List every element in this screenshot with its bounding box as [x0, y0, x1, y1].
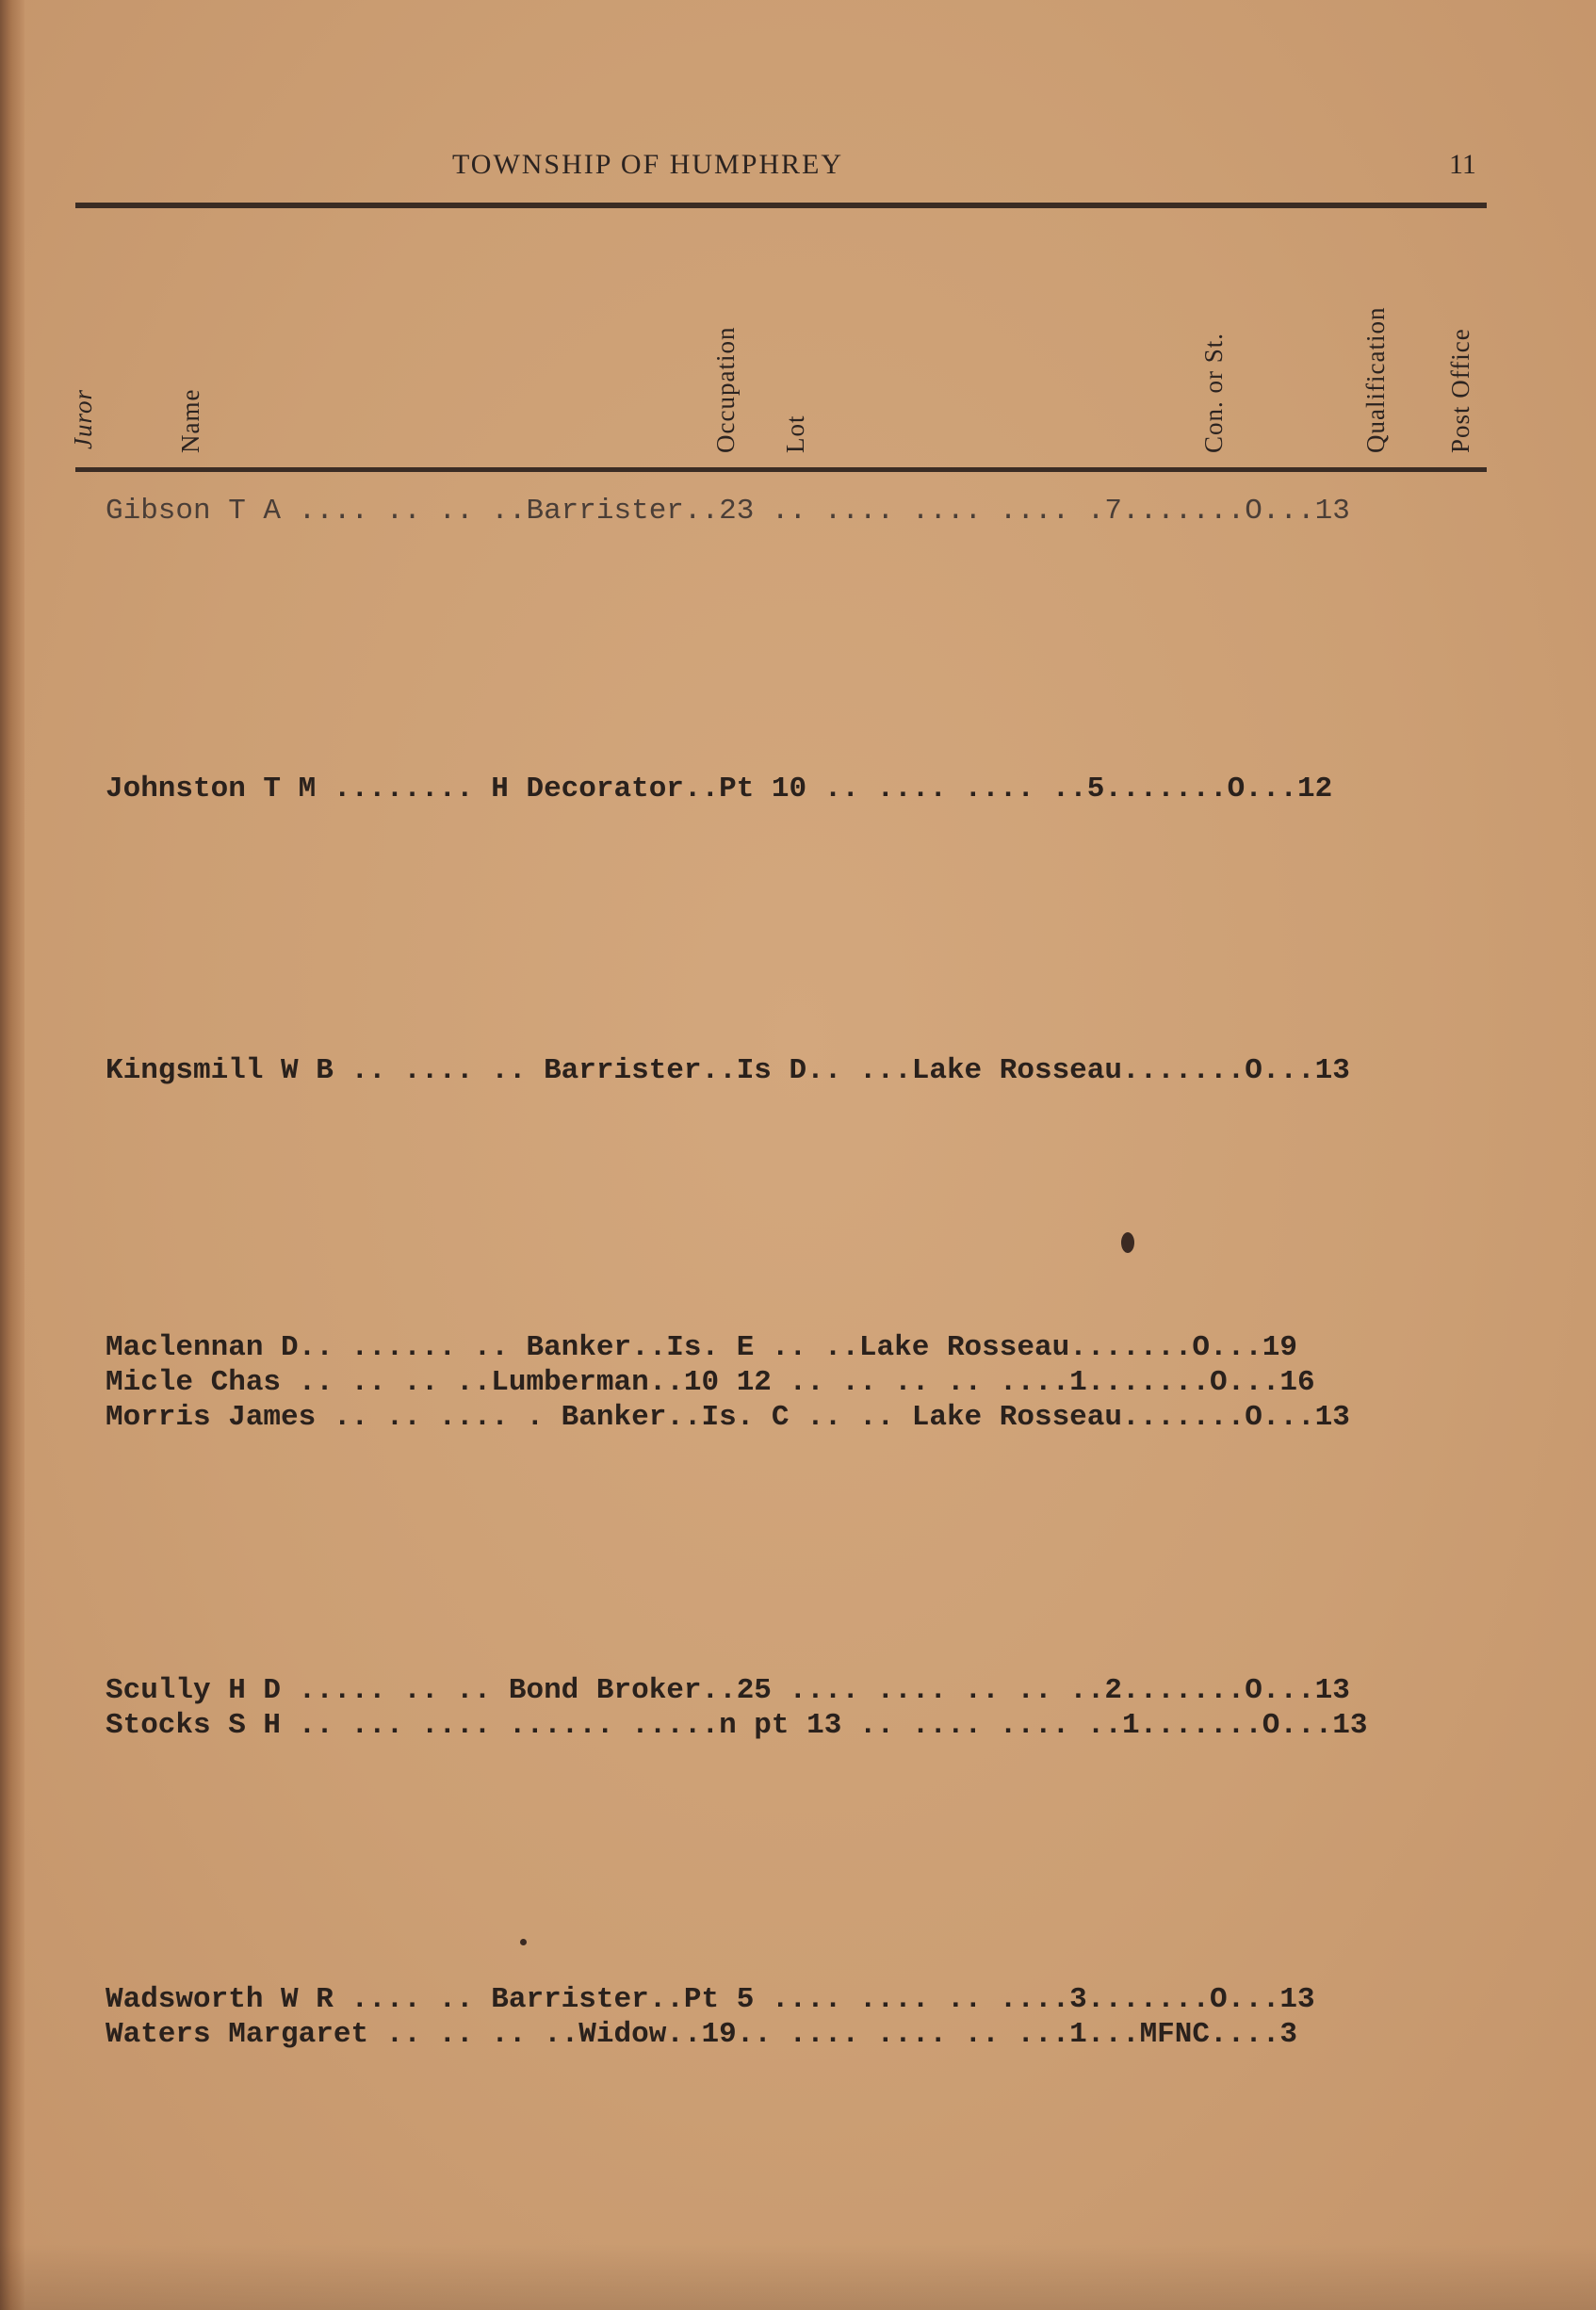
ink-speck	[520, 1939, 527, 1945]
juror-entry: Scully H D ..... .. .. Bond Broker..25 .... .... .. .. ..2.......O...13	[106, 1674, 1350, 1707]
juror-entry: Stocks S H .. ... .... ...... .....n pt 13 .. .... .... ..1.......O...13	[106, 1709, 1368, 1742]
juror-entry: Waters Margaret .. .. .. ..Widow..19.. .... .... .. ...1...MFNC....3	[106, 2018, 1298, 2051]
book-spine-edge	[0, 0, 24, 2310]
header-top-rule	[75, 203, 1487, 208]
juror-entry: Micle Chas .. .. .. ..Lumberman..10 12 .. .. .. .. ....1.......O...16	[106, 1366, 1315, 1399]
column-head-occupation: Occupation	[711, 326, 740, 453]
header-bottom-rule	[75, 467, 1487, 472]
page-bottom-shadow	[0, 2244, 1596, 2310]
ink-blot	[1121, 1232, 1134, 1253]
juror-entry: Johnston T M ........ H Decorator..Pt 10 .. .... .... ..5.......O...12	[106, 773, 1333, 805]
juror-entry: Wadsworth W R .... .. Barrister..Pt 5 .... .... .. ....3.......O...13	[106, 1983, 1315, 2016]
column-head-name: Name	[176, 388, 204, 453]
juror-entry: Kingsmill W B .. .... .. Barrister..Is D.. ...Lake Rosseau.......O...13	[106, 1054, 1350, 1087]
juror-entry: Morris James .. .. .... . Banker..Is. C .. .. Lake Rosseau.......O...13	[106, 1401, 1350, 1434]
column-head-post-office: Post Office	[1446, 328, 1474, 453]
running-title: TOWNSHIP OF HUMPHREY	[452, 149, 844, 180]
column-head-juror: Juror	[69, 389, 97, 449]
juror-entry: Gibson T A .... .. .. ..Barrister..23 .. .... .... .... .7.......O...13	[106, 495, 1350, 528]
column-head-lot: Lot	[781, 415, 809, 453]
column-head-qualification: Qualification	[1361, 306, 1390, 453]
column-head-con-or-st: Con. or St.	[1199, 332, 1228, 453]
juror-entry: Maclennan D.. ...... .. Banker..Is. E .. ..Lake Rosseau.......O...19	[106, 1331, 1298, 1364]
page-number: 11	[1449, 149, 1476, 180]
